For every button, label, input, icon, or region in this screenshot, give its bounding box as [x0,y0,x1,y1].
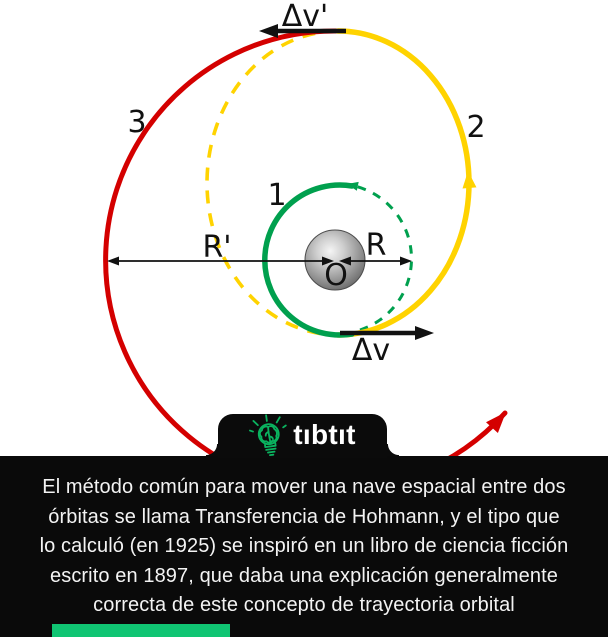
transfer-orbit-arrowhead [461,170,476,188]
delta-v-label: Δv [351,333,391,368]
orbit-3-label: 3 [127,105,147,140]
radius-r-prime-label: R' [202,230,232,265]
delta-v-arrowhead [415,326,434,340]
orbit-2-label: 2 [466,110,486,145]
caption-line: escrito en 1897, que daba una explicación generalmente [50,564,558,587]
brand-badge [218,414,387,458]
radius-r-label: R [365,228,387,263]
caption-line: correcta de este concepto de trayectoria orbital [93,594,515,617]
orbit-1-label: 1 [267,178,287,213]
footer-accent-bar [52,624,230,637]
delta-v-prime-label: Δv' [281,0,329,34]
brain-bulb-icon [249,414,289,460]
brand-wordmark: tıbtıt [293,419,356,450]
caption-line: El método común para mover una nave espacial entre dos [42,476,566,498]
delta-v-prime-arrowhead [259,24,278,38]
r-prime-left-arrowhead [107,257,119,266]
caption-panel [0,456,608,637]
center-o-label: O [324,258,348,293]
caption-line: lo calculó (en 1925) se inspiró en un libro de ciencia ficción [39,535,569,558]
caption-line: órbitas se llama Transferencia de Hohmann, y el tipo que [48,505,560,528]
caption-text-block [0,456,608,621]
